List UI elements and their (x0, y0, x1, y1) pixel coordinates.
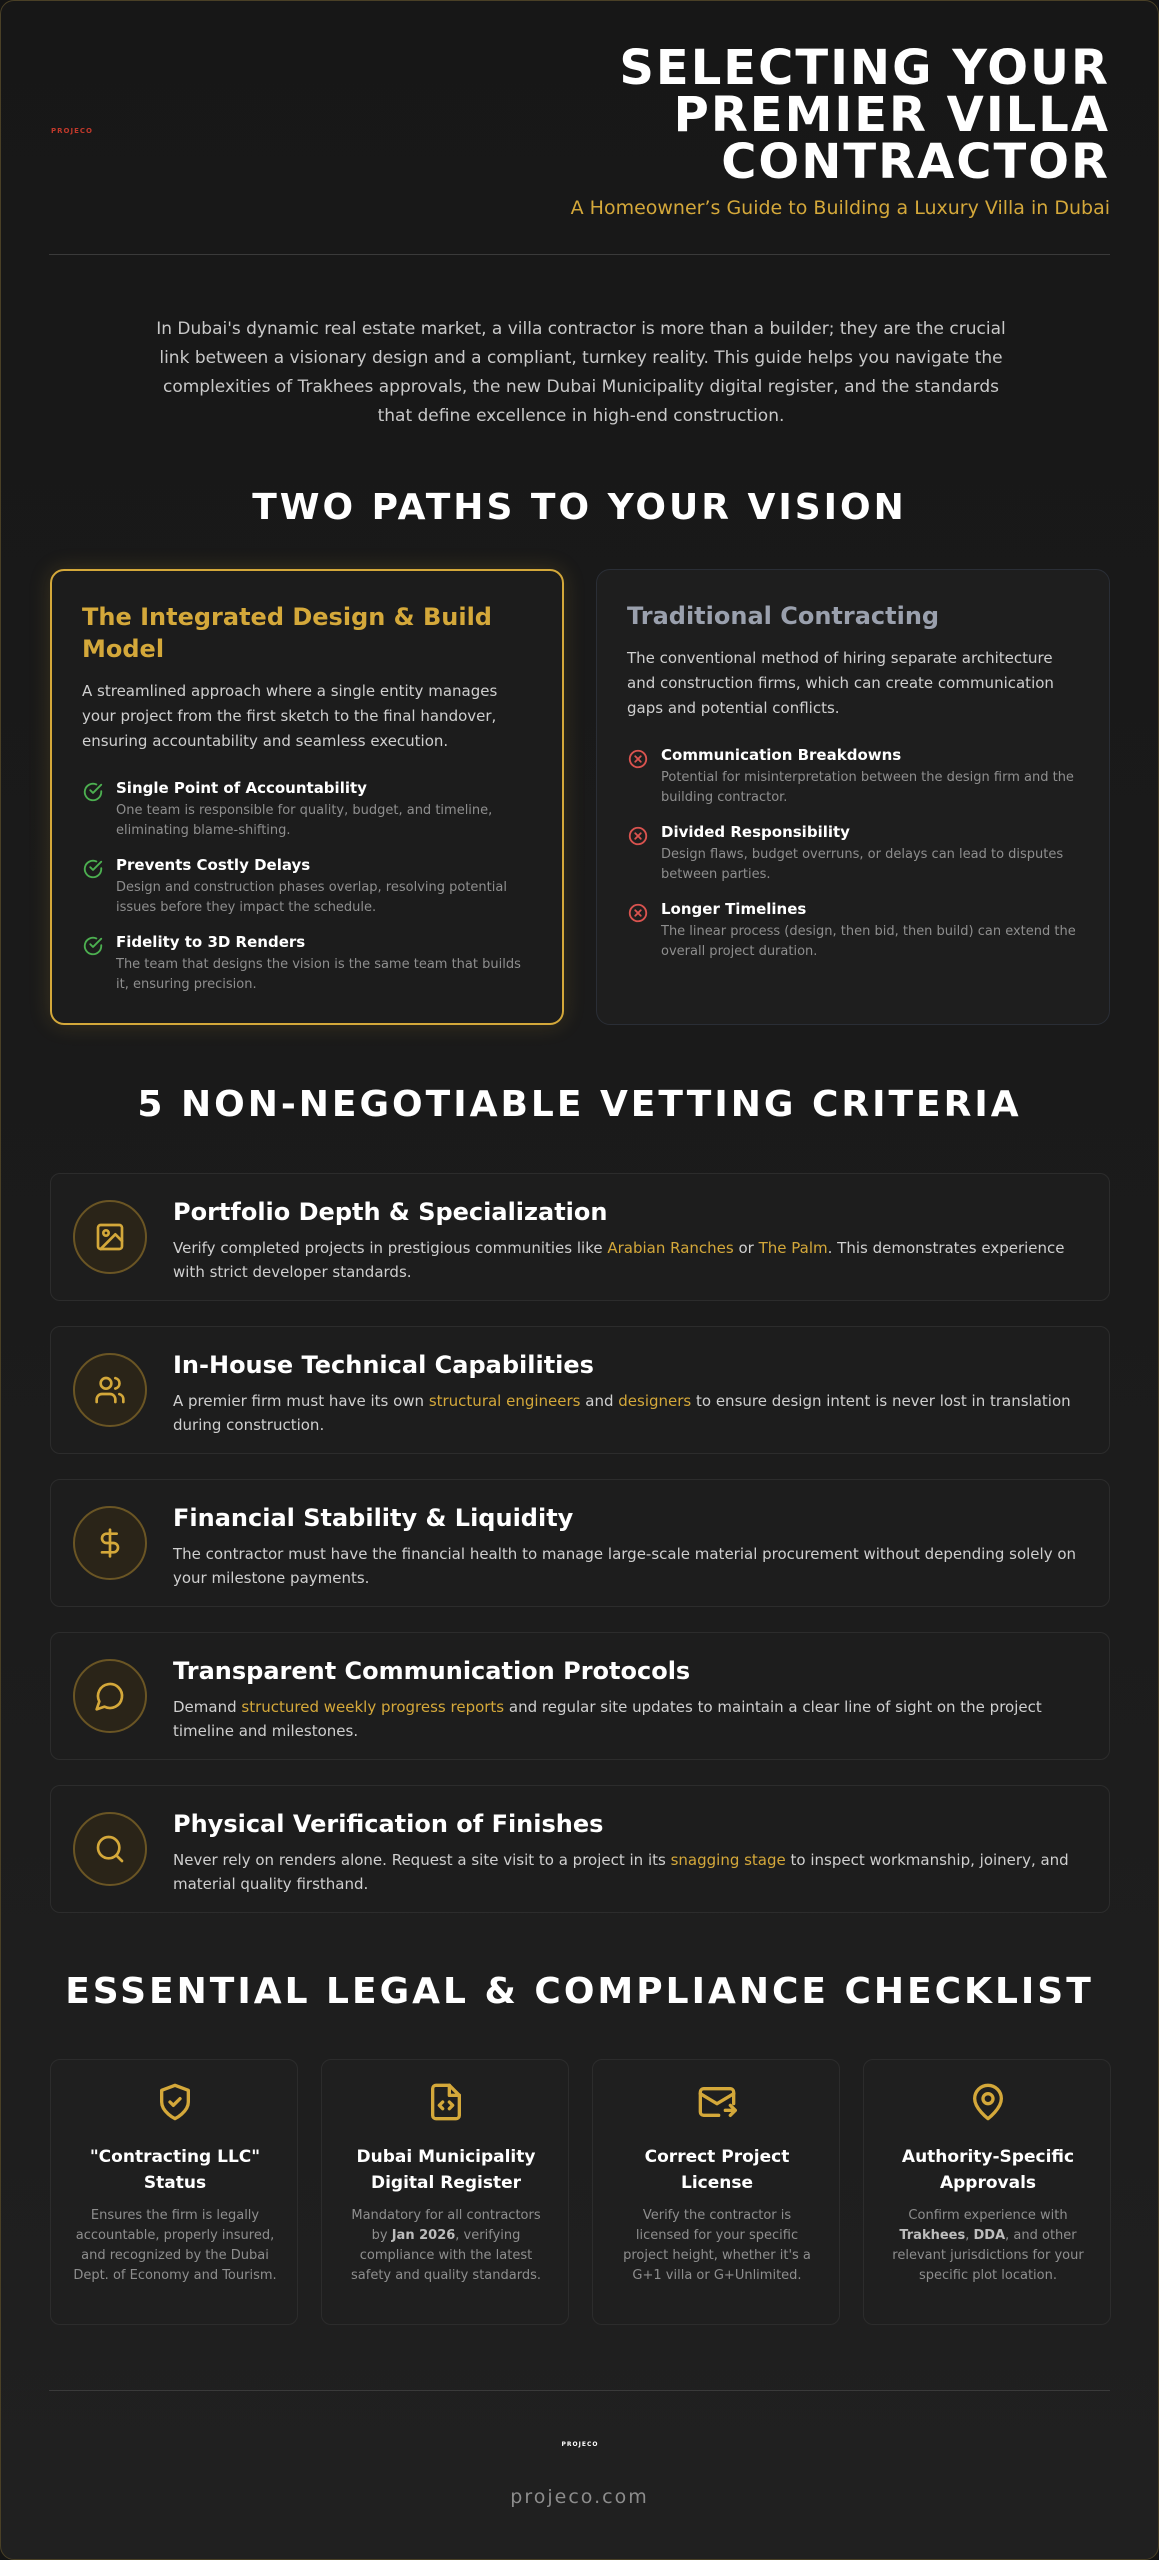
integrated-item-title: Fidelity to 3D Renders (116, 933, 306, 951)
intro-paragraph: In Dubai's dynamic real estate market, a villa contractor is more than a builder; they are the crucial link between a visionary design and a compliant, turnkey reality. This guide helps you navigate the complexities of Trakhees approvals, the new Dubai Municipality digital register, and the standards that define excellence in high-end construction. (156, 319, 1006, 426)
dollar-icon (94, 1527, 126, 1559)
integrated-description: A streamlined approach where a single entity manages your project from the first sketch to the final handover, ensuring accountability and seamless execution. (82, 682, 498, 750)
legal-text: Confirm experience with Trakhees, DDA, and other relevant jurisdictions for your specific plot location. (892, 2208, 1084, 2283)
traditional-description: The conventional method of hiring separate architecture and construction firms, which can create communication gaps and potential conflicts. (627, 649, 1054, 717)
integrated-model-card (50, 569, 564, 1025)
search-icon (94, 1833, 126, 1865)
legal-text: Mandatory for all contractors by Jan 2026, verifying compliance with the latest safety and quality standards. (351, 2208, 541, 2283)
criterion-text: The contractor must have the financial health to manage large-scale material procurement without depending solely on your milestone payments. (173, 1545, 1077, 1587)
criterion-title: Financial Stability & Liquidity (173, 1504, 574, 1532)
traditional-item-text: The linear process (design, then bid, then build) can extend the overall project duration. (661, 924, 1076, 959)
x-circle-icon (627, 748, 649, 770)
legal-card (863, 2059, 1111, 2325)
footer-divider (49, 2390, 1110, 2391)
criterion-card (50, 1785, 1110, 1913)
legal-title: Dubai Municipality Digital Register (356, 2147, 536, 2193)
legal-title: Authority-Specific Approvals (901, 2147, 1075, 2193)
criterion-text: Verify completed projects in prestigious communities like Arabian Ranches or The Palm. This demonstrates experience with strict developer standards. (173, 1239, 1065, 1281)
criterion-title: Portfolio Depth & Specialization (173, 1198, 608, 1226)
integrated-title: The Integrated Design & Build Model (82, 603, 492, 663)
criterion-title: In-House Technical Capabilities (173, 1351, 594, 1379)
criterion-title: Transparent Communication Protocols (173, 1657, 691, 1685)
legal-card (321, 2059, 569, 2325)
traditional-item-text: Design flaws, budget overruns, or delays can lead to disputes between parties. (661, 847, 1064, 882)
traditional-item-title: Longer Timelines (661, 900, 807, 918)
footer-url[interactable]: projeco.com (510, 2486, 649, 2508)
legal-heading: ESSENTIAL LEGAL & COMPLIANCE CHECKLIST (65, 1971, 1094, 2012)
criterion-text: A premier firm must have its own structural engineers and designers to ensure design intent is never lost in translation during construction. (173, 1392, 1071, 1434)
legal-card (592, 2059, 840, 2325)
traditional-item-text: Potential for misinterpretation between the design firm and the building contractor. (661, 770, 1074, 805)
criterion-icon-circle (73, 1506, 147, 1580)
traditional-contracting-card (596, 569, 1110, 1025)
criterion-title: Physical Verification of Finishes (173, 1810, 604, 1838)
criterion-text: Demand structured weekly progress reports and regular site updates to maintain a clear line of sight on the project timeline and milestones. (173, 1698, 1042, 1740)
mail-forward-icon (697, 2082, 737, 2122)
x-circle-icon (627, 902, 649, 924)
file-code-icon (426, 2082, 466, 2122)
integrated-item-text: One team is responsible for quality, budget, and timeline, eliminating blame-shifting. (116, 803, 493, 838)
criterion-icon-circle (73, 1200, 147, 1274)
legal-title: Correct Project License (644, 2147, 790, 2193)
header-divider (49, 254, 1110, 255)
footer-logo: PROJECO (561, 2441, 599, 2448)
check-circle-icon (82, 935, 104, 957)
check-circle-icon (82, 781, 104, 803)
map-pin-icon (968, 2082, 1008, 2122)
shield-check-icon (155, 2082, 195, 2122)
paths-heading: TWO PATHS TO YOUR VISION (252, 487, 907, 528)
page-title: SELECTING YOUR PREMIER VILLA CONTRACTOR (619, 40, 1110, 190)
integrated-item-title: Prevents Costly Delays (116, 856, 311, 874)
criterion-card (50, 1173, 1110, 1301)
criterion-icon-circle (73, 1812, 147, 1886)
criterion-card (50, 1479, 1110, 1607)
legal-text: Ensures the firm is legally accountable, properly insured, and recognized by the Dubai Dept. of Economy and Tourism. (73, 2208, 277, 2283)
integrated-item-text: Design and construction phases overlap, resolving potential issues before they impact the schedule. (116, 880, 507, 915)
criteria-heading: 5 NON-NEGOTIABLE VETTING CRITERIA (137, 1084, 1022, 1125)
criterion-icon-circle (73, 1353, 147, 1427)
chat-icon (94, 1680, 126, 1712)
criterion-text: Never rely on renders alone. Request a site visit to a project in its snagging stage to inspect workmanship, joinery, and material quality firsthand. (173, 1851, 1069, 1893)
x-circle-icon (627, 825, 649, 847)
criterion-icon-circle (73, 1659, 147, 1733)
users-icon (94, 1374, 126, 1406)
page-subtitle: A Homeowner’s Guide to Building a Luxury Villa in Dubai (570, 197, 1110, 219)
traditional-item-title: Communication Breakdowns (661, 746, 902, 764)
legal-title: "Contracting LLC" Status (89, 2147, 261, 2193)
legal-text: Verify the contractor is licensed for your specific project height, whether it's a G+1 villa or G+Unlimited. (623, 2208, 811, 2283)
header-logo: PROJECO (51, 127, 93, 135)
image-icon (94, 1221, 126, 1253)
criterion-card (50, 1632, 1110, 1760)
integrated-item-text: The team that designs the vision is the same team that builds it, ensuring precision. (116, 957, 521, 992)
traditional-title: Traditional Contracting (627, 602, 940, 630)
criterion-card (50, 1326, 1110, 1454)
integrated-item-title: Single Point of Accountability (116, 779, 367, 797)
traditional-item-title: Divided Responsibility (661, 823, 850, 841)
check-circle-icon (82, 858, 104, 880)
legal-card (50, 2059, 298, 2325)
